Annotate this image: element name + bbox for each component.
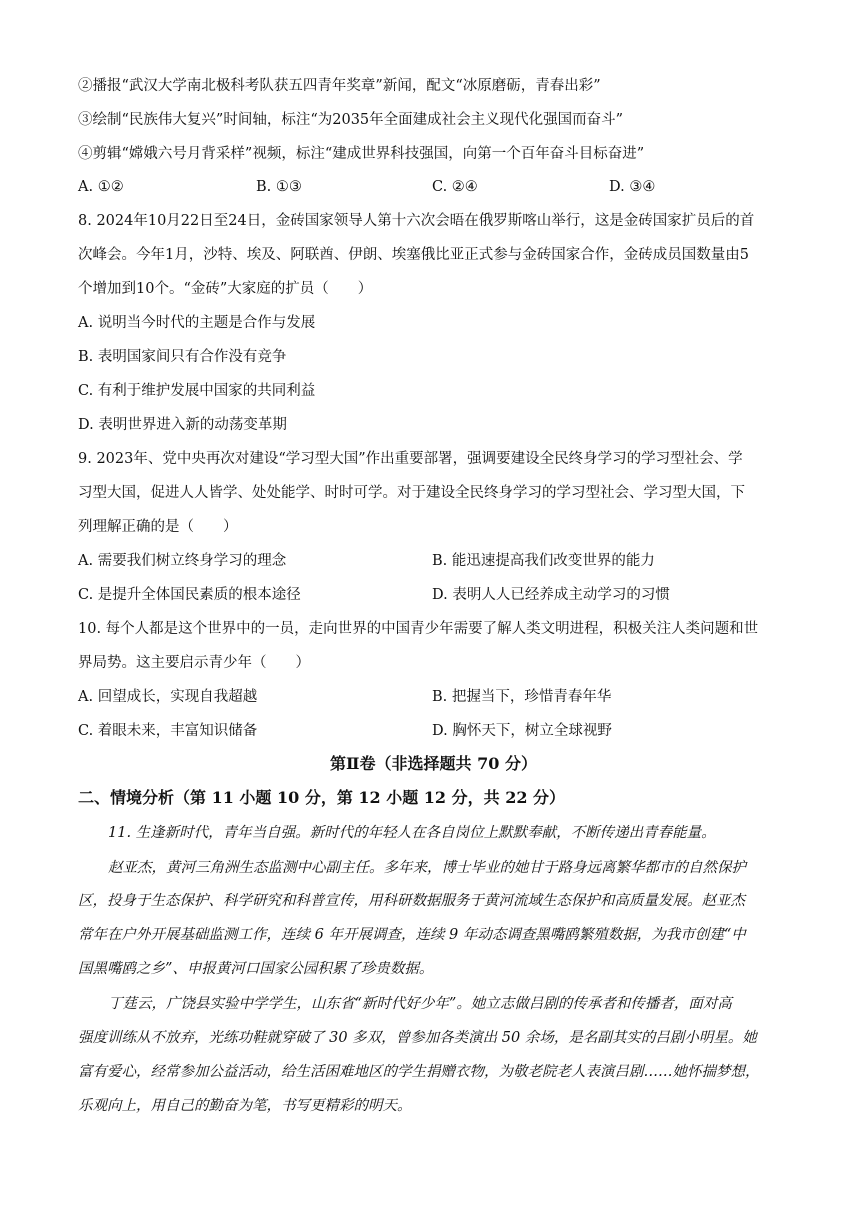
part-2-title: 第Ⅱ卷（非选择题共 70 分） xyxy=(330,754,537,773)
q8-stem-line-3: 个增加到10个。“金砖”大家庭的扩员（ ） xyxy=(78,281,373,297)
q7-item-3: ③绘制“民族伟大复兴”时间轴，标注“为2035年全面建成社会主义现代化强国而奋斗” xyxy=(78,112,624,128)
q7-option-d: D. ③④ xyxy=(609,179,656,195)
q11-para1-line-1: 赵亚杰，黄河三角洲生态监测中心副主任。多年来，博士毕业的她甘于路身远离繁华都市的自然保护 xyxy=(108,860,746,876)
q11-para2-line-4: 乐观向上，用自己的勤奋为笔，书写更精彩的明天。 xyxy=(78,1098,412,1114)
q9-option-a: A. 需要我们树立终身学习的理念 xyxy=(78,553,287,569)
q10-option-b: B. 把握当下，珍惜青春年华 xyxy=(432,689,612,705)
q7-option-c: C. ②④ xyxy=(432,179,478,195)
q7-item-2: ②播报“武汉大学南北极科考队获五四青年奖章”新闻，配文“冰原磨砺，青春出彩” xyxy=(78,78,601,94)
q11-para2-line-3: 富有爱心，经常参加公益活动，给生活困难地区的学生捐赠衣物，为敬老院老人表演吕剧……她怀揣梦想， xyxy=(78,1064,760,1080)
q10-option-c: C. 着眼未来，丰富知识储备 xyxy=(78,723,258,739)
q11-para2-line-2: 强度训练从不放弃，光练功鞋就穿破了 30 多双，曾参加各类演出 50 余场，是名副其实的吕剧小明星。她 xyxy=(78,1030,757,1046)
q8-option-a: A. 说明当今时代的主题是合作与发展 xyxy=(78,315,316,331)
q8-stem-line-2: 次峰会。今年1月，沙特、埃及、阿联酋、伊朗、埃塞俄比亚正式参与金砖国家合作，金砖成员国数量由5 xyxy=(78,247,749,263)
q8-stem-line-1: 8. 2024年10月22日至24日，金砖国家领导人第十六次会晤在俄罗斯喀山举行，这是金砖国家扩员后的首 xyxy=(78,213,755,229)
q9-option-d: D. 表明人人已经养成主动学习的习惯 xyxy=(432,587,670,603)
q11-para1-line-3: 常年在户外开展基础监测工作，连续 6 年开展调查，连续 9 年动态调查黑嘴鸥繁殖数据，为我市创建“中 xyxy=(78,927,746,943)
q8-option-c: C. 有利于维护发展中国家的共同利益 xyxy=(78,383,316,399)
q10-stem-line-2: 界局势。这主要启示青少年（ ） xyxy=(78,655,310,671)
q11-para2-line-1: 丁莛云，广饶县实验中学学生，山东省“新时代好少年”。她立志做吕剧的传承者和传播者，面对高 xyxy=(108,996,732,1012)
q10-option-d: D. 胸怀天下，树立全球视野 xyxy=(432,723,612,739)
q7-option-a: A. ①② xyxy=(78,179,124,195)
q7-option-b: B. ①③ xyxy=(256,179,302,195)
q10-option-a: A. 回望成长，实现自我超越 xyxy=(78,689,258,705)
q9-option-c: C. 是提升全体国民素质的根本途径 xyxy=(78,587,301,603)
q9-stem-line-3: 列理解正确的是（ ） xyxy=(78,519,238,535)
q11-para1-line-2: 区，投身于生态保护、科学研究和科普宣传，用科研数据服务于黄河流域生态保护和高质量发展。赵亚杰 xyxy=(78,893,745,909)
q7-item-4: ④剪辑“嫦娥六号月背采样”视频，标注“建成世界科技强国，向第一个百年奋斗目标奋进” xyxy=(78,146,645,162)
q8-option-d: D. 表明世界进入新的动荡变革期 xyxy=(78,417,287,433)
q10-stem-line-1: 10. 每个人都是这个世界中的一员，走向世界的中国青少年需要了解人类文明进程，积极关注人类问题和世 xyxy=(78,621,759,637)
q9-option-b: B. 能迅速提高我们改变世界的能力 xyxy=(432,553,655,569)
q9-stem-line-1: 9. 2023年、党中央再次对建设“学习型大国”作出重要部署，强调要建设全民终身学习的学习型社会、学 xyxy=(78,451,743,467)
q8-option-b: B. 表明国家间只有合作没有竞争 xyxy=(78,349,287,365)
q9-stem-line-2: 习型大国，促进人人皆学、处处能学、时时可学。对于建设全民终身学习的学习型社会、学习型大国，下 xyxy=(78,485,745,501)
q11-para1-line-4: 国黑嘴鸥之乡”、申报黄河口国家公园积累了珍贵数据。 xyxy=(78,961,434,977)
q11-intro: 11. 生逢新时代，青年当自强。新时代的年轻人在各自岗位上默默奉献，不断传递出青春能量。 xyxy=(108,825,716,841)
section-2-title: 二、情境分析（第 11 小题 10 分，第 12 小题 12 分，共 22 分） xyxy=(78,788,566,807)
